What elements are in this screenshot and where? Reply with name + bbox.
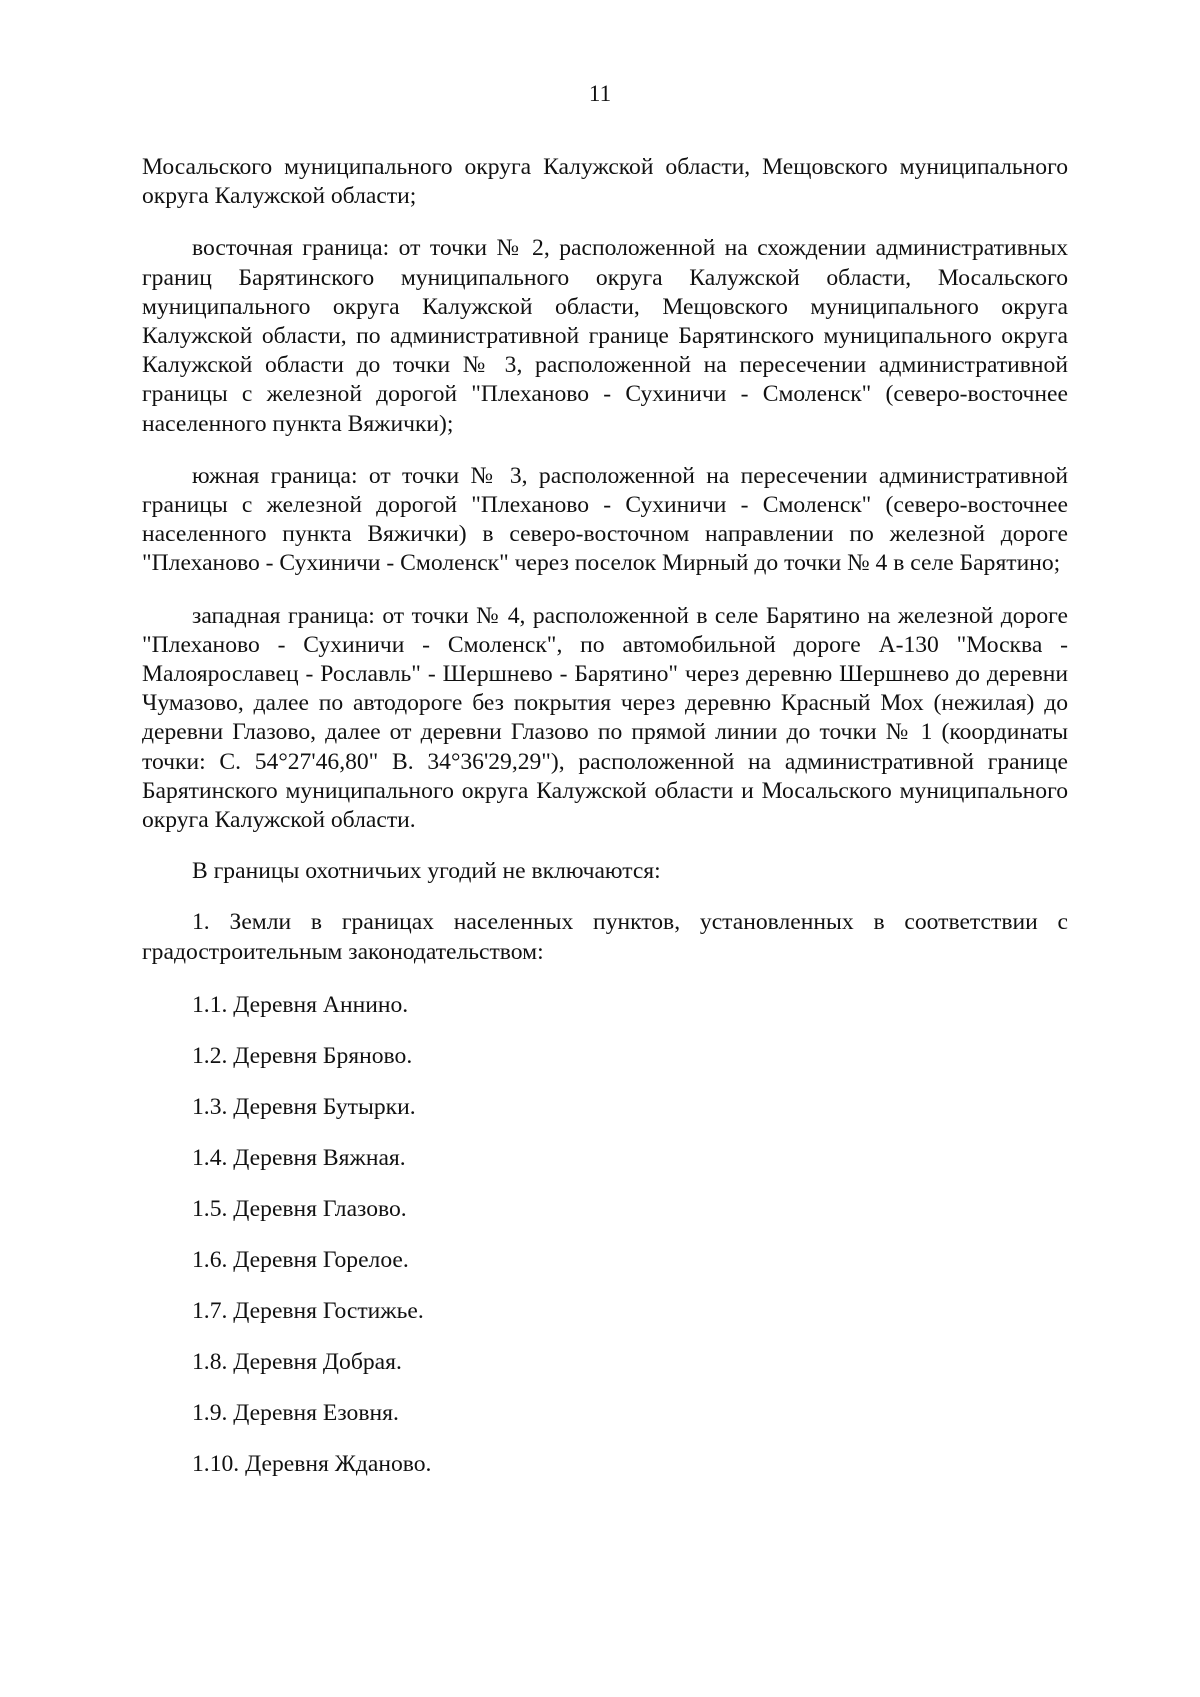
list-item: 1.5. Деревня Глазово. bbox=[192, 1195, 407, 1222]
paragraph-settlement-lands: 1. Земли в границах населенных пунктов, установленных в соответствии с градостроительным законодательством: bbox=[142, 909, 1068, 965]
list-item: 1.6. Деревня Горелое. bbox=[192, 1246, 409, 1273]
paragraph-continuation: Мосальского муниципального округа Калужской области, Мещовского муниципального округа Калужской области; bbox=[142, 154, 1068, 210]
list-item: 1.3. Деревня Бутырки. bbox=[192, 1093, 416, 1120]
list-item: 1.9. Деревня Езовня. bbox=[192, 1399, 399, 1426]
document-body bbox=[142, 153, 1068, 1501]
paragraph-south-border: южная граница: от точки № 3, расположенной на пересечении административной границы с железной дорогой "Плеханово - Сухиничи - Смоленск" (северо-восточнее населенного пункта Вяжички) в северо-восточном направлении по железной дороге "Плеханово - Сухиничи - Смоленск" через поселок Мирный до точки № 4 в селе Барятино; bbox=[142, 462, 1068, 577]
list-item: 1.10. Деревня Жданово. bbox=[192, 1450, 432, 1477]
paragraph-east-border: восточная граница: от точки № 2, расположенной на схождении административных границ Барятинского муниципального округа Калужской области, Мосальского муниципального округа Калужской области, Мещовского муниципального округа Калужской области, по административной границе Барятинского муниципального округа Калужской области до точки № 3, расположенной на пересечении административной границы с железной дорогой "Плеханово - Сухиничи - Смоленск" (северо-восточнее населенного пункта Вяжички); bbox=[142, 235, 1068, 437]
list-item: 1.4. Деревня Вяжная. bbox=[192, 1144, 406, 1171]
paragraph-west-border: западная граница: от точки № 4, расположенной в селе Барятино на железной дороге "Плеханово - Сухиничи - Смоленск", по автомобильной дороге А-130 "Москва - Малоярославец - Рославль" - Шершнево - Барятино" через деревню Шершнево до деревни Чумазово, далее по автодороге без покрытия через деревню Красный Мох (нежилая) до деревни Глазово, далее от деревни Глазово по прямой линии до точки № 1 (координаты точки: С. 54°27'46,80" В. 34°36'29,29"), расположенной на административной границе Барятинского муниципального округа Калужской области и Мосальского муниципального округа Калужской области. bbox=[142, 602, 1068, 834]
list-item: 1.2. Деревня Бряново. bbox=[192, 1042, 413, 1069]
list-item: 1.8. Деревня Добрая. bbox=[192, 1348, 402, 1375]
settlement-list bbox=[142, 991, 1068, 1479]
paragraph-exclusions-heading: В границы охотничьих угодий не включаются: bbox=[192, 858, 661, 885]
list-item: 1.1. Деревня Аннино. bbox=[192, 991, 409, 1018]
list-item: 1.7. Деревня Гостижье. bbox=[192, 1297, 424, 1324]
page-number: 11 bbox=[588, 81, 612, 106]
